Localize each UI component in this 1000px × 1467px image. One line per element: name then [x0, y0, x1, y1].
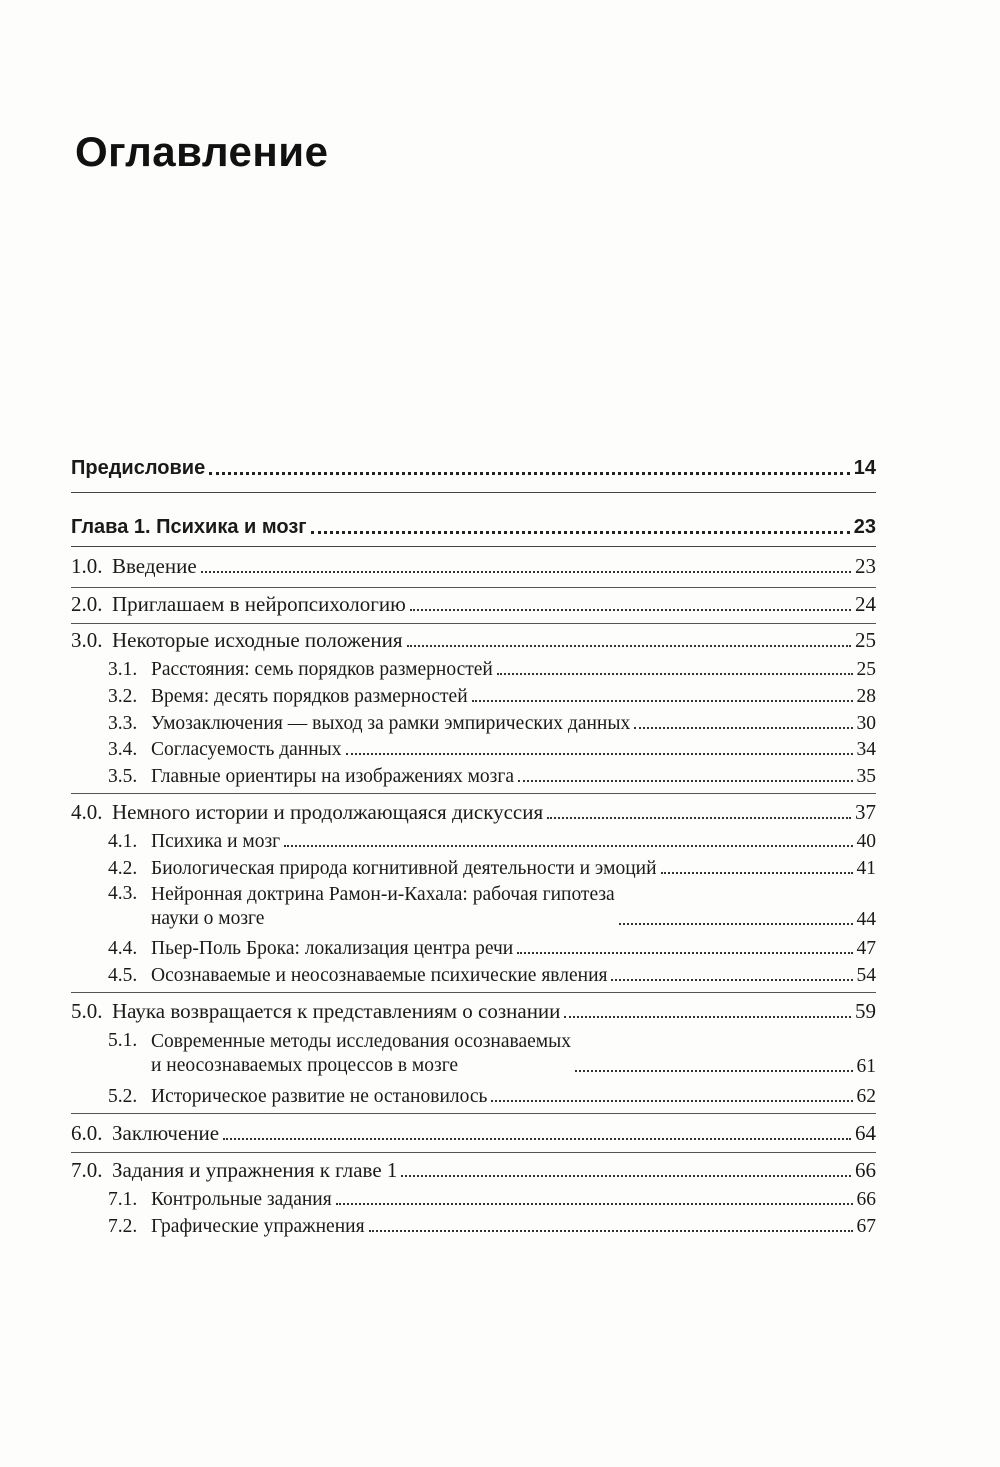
toc-entry-title: Согласуемость данных — [151, 739, 342, 760]
toc-entry-6-0[interactable] — [71, 1120, 876, 1146]
toc-entry-title: Введение — [112, 554, 197, 578]
toc-entry-page: 66 — [856, 1189, 876, 1210]
toc-entry-page: 28 — [856, 686, 876, 707]
toc-entry-3-4[interactable] — [71, 737, 876, 761]
dot-leader — [575, 1070, 853, 1072]
toc-entry-number: 5.0. — [71, 999, 103, 1023]
toc-entry-page: 14 — [853, 457, 876, 479]
dot-leader — [209, 472, 850, 475]
toc-entry-number: 7.0. — [71, 1158, 103, 1182]
separator — [71, 587, 876, 588]
dot-leader — [518, 780, 852, 782]
toc-entry-page: 64 — [855, 1121, 876, 1145]
toc-entry-page: 47 — [856, 938, 876, 959]
toc-entry-title-line: Современные методы исследования осознаваемых — [151, 1031, 571, 1052]
dot-leader — [661, 872, 853, 874]
toc-entry-number: 5.2. — [108, 1086, 138, 1107]
dot-leader — [564, 1016, 851, 1018]
toc-entry-7-0[interactable] — [71, 1157, 876, 1183]
toc-entry-5-2[interactable] — [71, 1084, 876, 1108]
toc-entry-number: 3.1. — [108, 659, 138, 680]
toc-entry-title: Пьер-Поль Брока: локализация центра речи — [151, 938, 514, 959]
toc-entry-number: 4.3. — [108, 883, 138, 904]
toc-entry-page: 40 — [856, 831, 876, 852]
toc-entry-page: 25 — [855, 628, 876, 652]
toc-entry-title: Биологическая природа когнитивной деятельности и эмоций — [151, 858, 657, 879]
dot-leader — [336, 1203, 853, 1205]
toc-entry-4-0[interactable] — [71, 799, 876, 825]
toc-entry-7-2[interactable] — [71, 1214, 876, 1238]
toc-entry-number: 7.2. — [108, 1216, 138, 1237]
toc-entry-page: 62 — [856, 1086, 876, 1107]
toc-entry-number: 4.4. — [108, 938, 138, 959]
toc-entry-title: Расстояния: семь порядков размерностей — [151, 659, 493, 680]
dot-leader — [517, 952, 852, 954]
toc-entry-3-3[interactable] — [71, 711, 876, 735]
toc-entry-title — [151, 1030, 571, 1078]
toc-entry-5-1[interactable] — [71, 1030, 876, 1078]
dot-leader — [201, 571, 851, 573]
toc-entry-4-4[interactable] — [71, 936, 876, 960]
toc-entry-title: Приглашаем в нейропсихологию — [112, 592, 406, 616]
toc-entry-number: 7.1. — [108, 1189, 138, 1210]
dot-leader — [311, 531, 850, 534]
toc-entry-title-line: науки о мозге — [151, 908, 265, 929]
dot-leader — [611, 979, 852, 981]
dot-leader — [407, 645, 851, 647]
toc-entry-number: 4.1. — [108, 831, 138, 852]
dot-leader — [369, 1230, 853, 1232]
toc-entry-title: Наука возвращается к представлениям о сознании — [112, 999, 561, 1023]
toc-entry-4-1[interactable] — [71, 829, 876, 853]
dot-leader — [346, 753, 853, 755]
toc-entry-page: 34 — [856, 739, 876, 760]
toc-entry-2-0[interactable] — [71, 591, 876, 617]
toc-entry-number: 2.0. — [71, 592, 103, 616]
toc-entry-number: 1.0. — [71, 554, 103, 578]
separator — [71, 492, 876, 493]
toc-entry-title: Графические упражнения — [151, 1216, 365, 1237]
dot-leader — [491, 1100, 852, 1102]
toc-entry-page: 23 — [855, 554, 876, 578]
toc-entry-title — [151, 883, 615, 931]
toc-entry-page: 24 — [855, 592, 876, 616]
dot-leader — [547, 817, 851, 819]
toc-entry-4-5[interactable] — [71, 963, 876, 987]
toc-entry-page: 44 — [856, 909, 876, 930]
toc-entry-5-0[interactable] — [71, 998, 876, 1024]
toc-entry-number: 5.1. — [108, 1030, 138, 1051]
toc-entry-4-3[interactable] — [71, 883, 876, 931]
toc-entry-preface[interactable] — [71, 452, 876, 480]
dot-leader — [634, 727, 852, 729]
separator — [71, 1113, 876, 1114]
toc-entry-title: Главные ориентиры на изображениях мозга — [151, 766, 515, 787]
dot-leader — [619, 923, 853, 925]
toc-entry-3-1[interactable] — [71, 657, 876, 681]
toc-entry-title: Историческое развитие не остановилось — [151, 1086, 488, 1107]
toc-entry-number: 3.4. — [108, 739, 138, 760]
toc-entry-page: 61 — [856, 1056, 876, 1077]
toc-entry-title: Время: десять порядков размерностей — [151, 686, 468, 707]
toc-entry-page: 66 — [855, 1158, 876, 1182]
toc-entry-title: Умозаключения — выход за рамки эмпирических данных — [151, 713, 631, 734]
toc-entry-title: Предисловие — [71, 457, 206, 479]
page-title: Оглавление — [75, 128, 329, 175]
dot-leader — [497, 673, 853, 675]
toc-entry-title: Некоторые исходные положения — [112, 628, 403, 652]
toc-entry-number: 3.5. — [108, 766, 138, 787]
toc-entry-number: 3.3. — [108, 713, 138, 734]
toc-entry-3-2[interactable] — [71, 684, 876, 708]
toc-entry-7-1[interactable] — [71, 1187, 876, 1211]
toc-entry-number: 4.2. — [108, 858, 138, 879]
toc-entry-number: 3.2. — [108, 686, 138, 707]
toc-entry-page: 54 — [856, 965, 876, 986]
dot-leader — [223, 1138, 851, 1140]
toc-entry-page: 59 — [855, 999, 876, 1023]
toc-entry-title: Заключение — [112, 1121, 220, 1145]
toc-entry-title: Осознаваемые и неосознаваемые психические явления — [151, 965, 608, 986]
toc-entry-3-0[interactable] — [71, 627, 876, 653]
separator — [71, 623, 876, 624]
toc-entry-number: 3.0. — [71, 628, 103, 652]
toc-entry-page: 35 — [856, 766, 876, 787]
toc-entry-title: Психика и мозг — [151, 831, 281, 852]
toc-entry-chapter-1[interactable] — [71, 511, 876, 539]
toc-entry-title: Немного истории и продолжающаяся дискуссия — [112, 800, 544, 824]
dot-leader — [410, 609, 851, 611]
separator — [71, 992, 876, 993]
toc-entry-title-line: Нейронная доктрина Рамон-и-Кахала: рабочая гипотеза — [151, 884, 615, 905]
toc-entry-1-0[interactable] — [71, 553, 876, 579]
separator — [71, 546, 876, 547]
toc-entry-page: 37 — [855, 800, 876, 824]
toc-entry-number: 4.5. — [108, 965, 138, 986]
toc-entry-title-line: и неосознаваемых процессов в мозге — [151, 1055, 459, 1076]
separator — [71, 1152, 876, 1153]
toc-entry-page: 30 — [856, 713, 876, 734]
toc-entry-4-2[interactable] — [71, 856, 876, 880]
toc-entry-page: 25 — [856, 659, 876, 680]
toc-entry-page: 67 — [856, 1216, 876, 1237]
toc-entry-number: 4.0. — [71, 800, 103, 824]
toc-entry-page: 23 — [853, 516, 876, 538]
toc-entry-title: Задания и упражнения к главе 1 — [112, 1158, 398, 1182]
toc-entry-title: Глава 1. Психика и мозг — [71, 516, 307, 538]
separator — [71, 793, 876, 794]
dot-leader — [284, 845, 852, 847]
toc-entry-number: 6.0. — [71, 1121, 103, 1145]
toc-entry-title: Контрольные задания — [151, 1189, 332, 1210]
toc-entry-3-5[interactable] — [71, 764, 876, 788]
toc-entry-page: 41 — [856, 858, 876, 879]
dot-leader — [472, 700, 853, 702]
dot-leader — [401, 1175, 851, 1177]
